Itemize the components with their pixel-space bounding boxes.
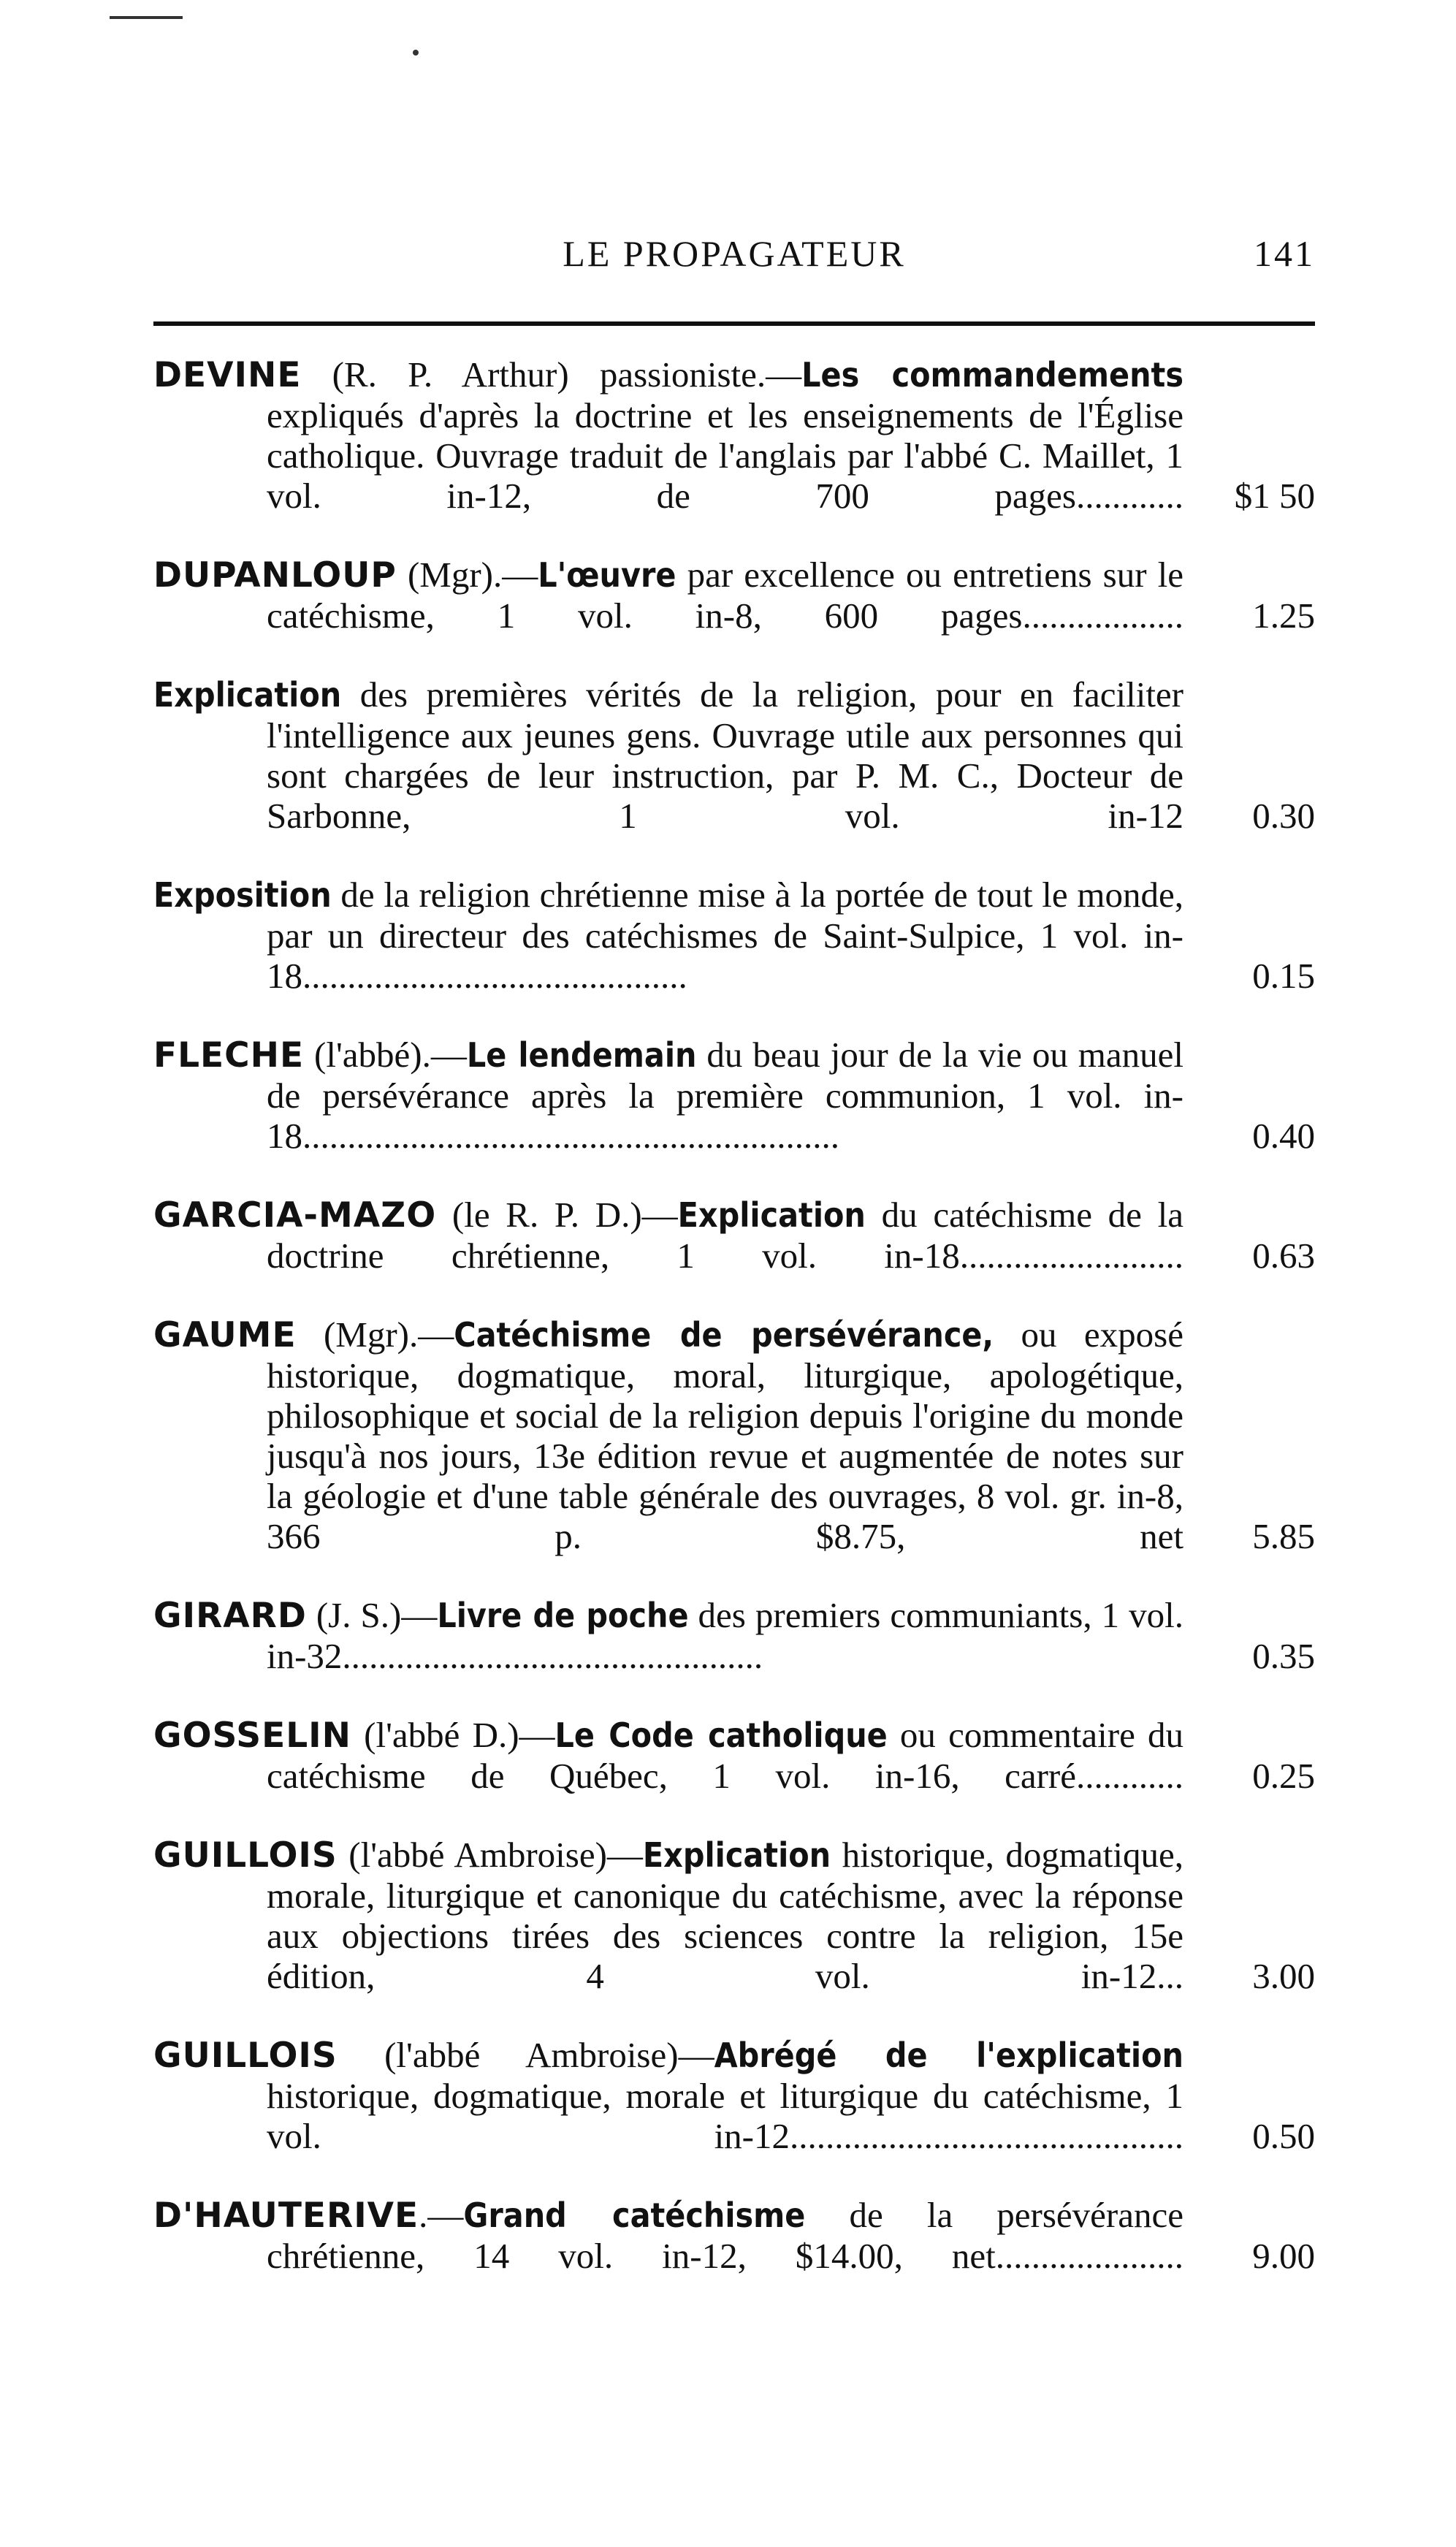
- catalog-entry: [153, 1595, 1315, 1676]
- catalog-entry: [153, 674, 1315, 836]
- entry-author: D'HAUTERIVE: [153, 2196, 419, 2236]
- entry-description: expliqués d'après la doctrine et les enseignements de l'Église catholique. Ouvrage traduit de l'anglais par l'abbé C. Maillet, 1 vol. in-12, de 700 pages............: [267, 395, 1184, 516]
- running-title: LE PROPAGATEUR: [563, 233, 906, 274]
- entry-price: 0.40: [1252, 1116, 1315, 1156]
- catalog-entry: [153, 555, 1315, 636]
- entry-text: [153, 1835, 1205, 1996]
- catalog-entry: [153, 875, 1315, 996]
- entry-author: GAUME: [153, 1315, 297, 1355]
- catalog-entry: [153, 1314, 1315, 1556]
- entry-text: [153, 354, 1205, 516]
- entry-details: (Mgr).—: [296, 1314, 454, 1355]
- entry-text: [153, 1195, 1205, 1276]
- entry-description: ou exposé historique, dogmatique, moral, liturgique, apologétique, philosophique et social de la religion depuis l'origine du monde jusqu'à nos jours, 13e édition revue et augmentée de notes sur la géologie et d'une table générale des ouvrages, 8 vol. gr. in-8, 366 p. $8.75, net: [267, 1314, 1184, 1556]
- entry-price: 3.00: [1252, 1956, 1315, 1996]
- entry-title: Explication: [642, 1835, 831, 1875]
- entry-title: Le Code catholique: [554, 1716, 888, 1755]
- page-number: 141: [1254, 233, 1315, 274]
- entry-title: Livre de poche: [437, 1596, 689, 1635]
- catalog-entry: [153, 1715, 1315, 1796]
- top-margin-dot: [413, 50, 419, 56]
- entry-title: Les commandements: [801, 355, 1184, 395]
- entry-title: Le lendemain: [466, 1035, 697, 1075]
- entry-author: DEVINE: [153, 355, 302, 395]
- entry-description: de la religion chrétienne mise à la portée de tout le monde, par un directeur des catéchismes de Saint-Sulpice, 1 vol. in-18...........................................: [267, 875, 1184, 996]
- entry-author: GUILLOIS: [153, 1835, 338, 1876]
- entry-author: GIRARD: [153, 1596, 307, 1636]
- entry-details: .—: [419, 2195, 464, 2235]
- entry-text: [153, 1595, 1205, 1676]
- entry-text: [153, 1314, 1205, 1556]
- entry-author: GARCIA-MAZO: [153, 1195, 437, 1236]
- entry-title: Explication: [677, 1195, 866, 1235]
- entry-price: 0.30: [1252, 796, 1315, 836]
- catalog-entry: [153, 1195, 1315, 1276]
- entry-description: ou commentaire du catéchisme de Québec, 1 vol. in-16, carré............: [267, 1715, 1184, 1796]
- entry-title: Abrégé de l'explication: [714, 2036, 1184, 2075]
- entry-text: [153, 674, 1205, 836]
- entry-text: [153, 1715, 1205, 1796]
- entry-text: [153, 1035, 1205, 1156]
- entry-description: des premières vérités de la religion, pour en faciliter l'intelligence aux jeunes gens. Ouvrage utile aux personnes qui sont chargées de leur instruction, par P. M. C., Docteur de Sarbonne, 1 vol. in-12: [267, 674, 1184, 836]
- entry-text: [153, 2035, 1205, 2156]
- entry-title: L'œuvre: [538, 555, 676, 595]
- entry-details: (l'abbé D.)—: [351, 1715, 555, 1755]
- catalog-entry: [153, 1835, 1315, 1996]
- entry-details: (le R. P. D.)—: [436, 1195, 678, 1235]
- entry-price: 0.15: [1252, 956, 1315, 996]
- entry-description: par excellence ou entretiens sur le catéchisme, 1 vol. in-8, 600 pages..................: [267, 555, 1184, 636]
- entry-details: (l'abbé Ambroise)—: [337, 1835, 643, 1875]
- entry-description: historique, dogmatique, morale et liturgique du catéchisme, 1 vol. in-12............................................: [267, 2076, 1184, 2156]
- entry-author: FLECHE: [153, 1035, 305, 1075]
- catalog-entry: [153, 2195, 1315, 2276]
- entry-title: Catéchisme de persévérance,: [454, 1315, 994, 1355]
- entry-description: historique, dogmatique, morale, liturgique et canonique du catéchisme, avec la réponse aux objections tirées des sciences contre la religion, 15e édition, 4 vol. in-12...: [267, 1835, 1184, 1996]
- entry-details: (l'abbé).—: [304, 1035, 467, 1075]
- entry-description: des premiers communiants, 1 vol. in-32...............................................: [267, 1595, 1184, 1676]
- entry-text: [153, 2195, 1205, 2276]
- header-rule: [153, 321, 1315, 326]
- entry-details: (R. P. Arthur) passioniste.—: [301, 354, 802, 395]
- catalog-entry: [153, 354, 1315, 516]
- entry-description: du catéchisme de la doctrine chrétienne, 1 vol. in-18.........................: [267, 1195, 1184, 1276]
- entry-title: Explication: [153, 675, 342, 715]
- catalog-list: [153, 354, 1315, 2315]
- entry-author: GUILLOIS: [153, 2036, 338, 2076]
- entry-price: $1 50: [1234, 476, 1315, 516]
- entry-price: 1.25: [1252, 595, 1315, 636]
- entry-details: (J. S.)—: [306, 1595, 438, 1635]
- entry-description: de la persévérance chrétienne, 14 vol. in-12, $14.00, net.....................: [267, 2195, 1184, 2276]
- entry-price: 0.50: [1252, 2116, 1315, 2156]
- entry-text: [153, 875, 1205, 996]
- catalog-entry: [153, 1035, 1315, 1156]
- entry-author: GOSSELIN: [153, 1716, 351, 1756]
- page-header: [153, 232, 1315, 291]
- entry-details: (Mgr).—: [396, 555, 538, 595]
- entry-price: 0.63: [1252, 1236, 1315, 1276]
- entry-price: 0.25: [1252, 1756, 1315, 1796]
- top-margin-mark: [110, 16, 183, 19]
- entry-details: (l'abbé Ambroise)—: [337, 2035, 714, 2075]
- entry-author: DUPANLOUP: [153, 555, 397, 595]
- entry-price: 5.85: [1252, 1516, 1315, 1556]
- entry-title: Exposition: [153, 875, 332, 915]
- catalog-entry: [153, 2035, 1315, 2156]
- entry-price: 0.35: [1252, 1636, 1315, 1676]
- entry-price: 9.00: [1252, 2236, 1315, 2276]
- entry-description: du beau jour de la vie ou manuel de persévérance après la première communion, 1 vol. in-18............................................................: [267, 1035, 1184, 1156]
- entry-title: Grand catéchisme: [463, 2196, 806, 2235]
- entry-text: [153, 555, 1205, 636]
